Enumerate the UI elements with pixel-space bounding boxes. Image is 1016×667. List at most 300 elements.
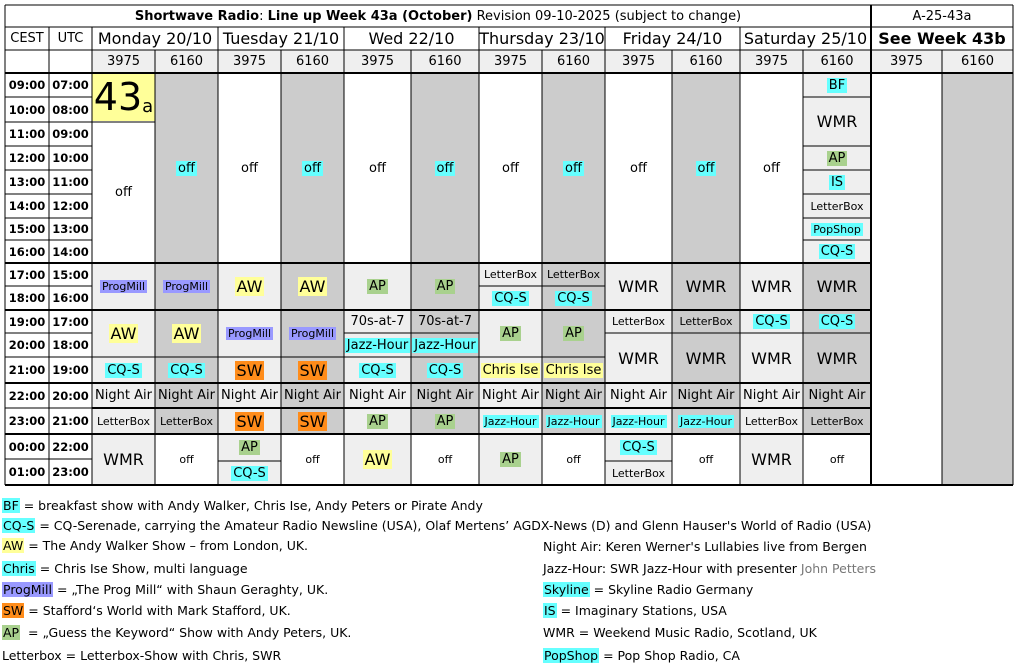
program-off: off (304, 160, 321, 176)
legend (0, 496, 1016, 667)
schedule-cell (281, 357, 344, 383)
time-utc: 11:00 (52, 175, 89, 189)
legend-skyline (543, 582, 753, 597)
program-wmr: WMR (751, 348, 792, 368)
program-wmr: WMR (618, 277, 659, 296)
schedule-cell (740, 408, 803, 434)
title-mid: Line up Week 43a (October) (267, 8, 473, 24)
program-letterbox: LetterBox (810, 414, 864, 428)
program-night: Night Air (677, 388, 735, 403)
schedule-cell (411, 434, 479, 485)
schedule-cell (411, 73, 479, 263)
schedule-cell (740, 333, 803, 383)
time-utc: 16:00 (52, 291, 89, 305)
schedule-cell (344, 434, 411, 485)
program-letterbox: LetterBox (483, 268, 538, 281)
legend-cqs-text: = CQ-Serenade, carrying the Amateur Radio Newsline (USA), Olaf Mertens’ AGDX-News (D) and Glenn Hauser's World of Radio (USA) (35, 518, 872, 533)
week-badge-suffix: a (142, 96, 154, 117)
program-night: Night Air (545, 388, 602, 403)
day-header: Thursday 23/10 (479, 29, 605, 48)
frequency-label: 3975 (344, 50, 411, 73)
title-cell (5, 5, 871, 27)
program-cqs: CQ-S (107, 362, 140, 378)
schedule-cell (155, 383, 218, 408)
legend-ap-text: = „Guess the Keyword“ Show with Andy Peters, UK. (20, 625, 352, 640)
legend-popshop-text: = Pop Shop Radio, CA (599, 648, 740, 663)
schedule-cell (155, 408, 218, 434)
legend-jazz (543, 561, 876, 576)
schedule-cell (411, 408, 479, 434)
legend-progmill (2, 582, 328, 597)
program-seventies: 70s-at-7 (350, 314, 405, 329)
legend-aw-key: AW (3, 538, 24, 553)
schedule-cell (344, 310, 411, 333)
time-cest: 19:00 (8, 314, 46, 329)
schedule-cell (542, 73, 605, 263)
program-letterbox: LetterBox (611, 466, 666, 480)
schedule-cell (344, 263, 411, 310)
program-night: Night Air (610, 388, 667, 403)
schedule-cell (479, 357, 542, 383)
week-badge-cell (92, 73, 155, 121)
frequency-label: 6160 (155, 50, 218, 73)
schedule-cell (803, 408, 871, 434)
schedule-cell (803, 310, 871, 333)
program-wmr: WMR (751, 277, 792, 296)
day-header: Wed 22/10 (368, 29, 455, 48)
schedule-cell (281, 383, 344, 408)
legend-night: Night Air: Keren Werner's Lullabies live from Bergen (543, 539, 867, 554)
program-wmr: WMR (751, 450, 792, 469)
schedule-cell (542, 310, 605, 357)
schedule-cell (479, 263, 542, 286)
program-chris: Chris Ise (545, 362, 602, 378)
legend-letterbox: Letterbox = Letterbox-Show with Chris, SWR (2, 648, 282, 663)
program-night: Night Air (416, 388, 474, 403)
legend-chris (2, 561, 248, 576)
program-off: off (436, 160, 454, 176)
legend-is-text: = Imaginary Stations, USA (556, 603, 727, 618)
frequency-label: 6160 (942, 50, 1013, 73)
schedule-cell (92, 434, 155, 485)
program-night: Night Air (95, 388, 152, 403)
schedule-cell (155, 310, 218, 357)
schedule-cell (605, 434, 672, 461)
schedule-cell (740, 434, 803, 485)
program-cqs: CQ-S (428, 362, 462, 378)
program-sw: SW (299, 411, 326, 431)
schedule-cell (92, 408, 155, 434)
schedule-cell (803, 170, 871, 194)
schedule-cell (155, 434, 218, 485)
schedule-cell (344, 333, 411, 357)
program-aw: AW (364, 450, 391, 469)
frequency-label: 6160 (672, 50, 740, 73)
schedule-cell (155, 357, 218, 383)
program-letterbox: LetterBox (744, 414, 799, 428)
time-utc: 17:00 (52, 314, 89, 329)
program-wmr: WMR (816, 348, 858, 368)
program-cqs: CQ-S (755, 314, 788, 329)
schedule-cell (740, 383, 803, 408)
schedule-cell (218, 408, 281, 434)
schedule-cell (344, 73, 411, 263)
program-sw: SW (236, 411, 263, 431)
schedule-cell (218, 434, 281, 461)
frequency-label: 6160 (803, 50, 871, 73)
program-jazz: Jazz-Hour (484, 414, 537, 428)
schedule-cell (740, 310, 803, 333)
program-cqs: CQ-S (622, 440, 655, 455)
schedule-cell (479, 310, 542, 357)
legend-chris-key: Chris (3, 561, 35, 576)
legend-progmill-text: = „The Prog Mill“ with Shaun Geraghty, UK. (52, 582, 329, 597)
program-off: off (241, 160, 258, 176)
schedule-cell (803, 434, 871, 485)
schedule-cell (672, 383, 740, 408)
day-header: Monday 20/10 (97, 29, 213, 48)
time-utc: 08:00 (52, 102, 89, 117)
time-cest: 23:00 (8, 414, 46, 428)
program-progmill: ProgMill (227, 327, 272, 340)
schedule-cell (803, 73, 871, 97)
legend-popshop-key: PopShop (544, 648, 599, 663)
program-progmill: ProgMill (164, 280, 209, 293)
program-cqs: CQ-S (820, 244, 854, 259)
legend-aw-text: = The Andy Walker Show – from London, UK. (24, 538, 309, 553)
program-ap: AP (436, 279, 454, 294)
program-wmr: WMR (685, 348, 727, 368)
program-off: off (115, 185, 132, 200)
schedule-cell (605, 408, 672, 434)
program-ap: AP (436, 413, 454, 429)
schedule-cell (605, 310, 672, 333)
time-utc: 09:00 (52, 127, 89, 141)
program-letterbox: LetterBox (546, 268, 601, 281)
schedule-cell (803, 263, 871, 310)
week43b-3975 (871, 73, 942, 485)
program-night: Night Air (743, 388, 800, 403)
freq-blank-utc (49, 50, 92, 73)
schedule-cell (281, 310, 344, 357)
schedule-cell (605, 383, 672, 408)
program-letterbox: LetterBox (159, 414, 214, 428)
time-utc: 23:00 (52, 465, 89, 479)
schedule-cell (92, 383, 155, 408)
legend-jazz-text: Jazz-Hour: SWR Jazz-Hour with presenter (543, 561, 801, 576)
schedule-cell (803, 97, 871, 146)
page-title (135, 9, 741, 24)
program-off: off (566, 453, 581, 466)
program-night: Night Air (284, 388, 341, 403)
legend-bf-key: BF (3, 498, 19, 513)
schedule-cell (281, 73, 344, 263)
schedule-cell (542, 263, 605, 286)
program-night: Night Air (349, 388, 406, 403)
schedule-cell (92, 310, 155, 357)
program-aw: AW (173, 324, 200, 343)
program-ap: AP (241, 440, 258, 455)
program-off: off (179, 453, 194, 466)
schedule-cell (542, 286, 605, 310)
program-wmr: WMR (816, 112, 858, 131)
program-night: Night Air (482, 388, 539, 403)
time-cest: 15:00 (8, 222, 46, 236)
program-ap: AP (828, 150, 846, 166)
legend-wmr: WMR = Weekend Music Radio, Scotland, UK (543, 625, 817, 640)
legend-is-key: IS (544, 603, 556, 618)
legend-ap-key: AP (3, 625, 20, 640)
time-utc: 18:00 (52, 338, 89, 352)
schedule-cell (411, 263, 479, 310)
schedule-cell (803, 240, 871, 263)
program-letterbox: LetterBox (96, 414, 151, 428)
program-progmill: ProgMill (101, 280, 146, 293)
legend-cqs-key: CQ-S (3, 518, 35, 533)
schedule-cell (218, 73, 281, 263)
schedule-cell (605, 461, 672, 485)
time-cest: 10:00 (8, 102, 46, 117)
time-utc: 22:00 (52, 439, 89, 454)
time-cest: 01:00 (8, 465, 46, 479)
time-cest: 14:00 (8, 199, 46, 213)
schedule-cell (672, 408, 740, 434)
program-ap: AP (369, 413, 386, 429)
legend-aw (2, 538, 308, 553)
program-cqs: CQ-S (820, 314, 854, 329)
schedule-cell (344, 383, 411, 408)
program-jazz: Jazz-Hour (346, 337, 409, 353)
schedule-cell (218, 310, 281, 357)
title-rest: Revision 09-10-2025 (subject to change) (472, 8, 742, 24)
schedule-cell (479, 408, 542, 434)
legend-cqs (2, 518, 871, 533)
schedule-cell (672, 310, 740, 333)
program-wmr: WMR (103, 450, 144, 469)
see-week-link[interactable]: See Week 43b (878, 29, 1006, 48)
program-is: IS (830, 174, 844, 190)
schedule-cell (542, 408, 605, 434)
schedule-cell (92, 263, 155, 310)
program-progmill: ProgMill (290, 327, 335, 340)
time-cest: 11:00 (8, 127, 46, 141)
schedule-cell (344, 408, 411, 434)
frequency-label: 3975 (740, 50, 803, 73)
schedule-cell (479, 73, 542, 263)
schedule-cell (411, 383, 479, 408)
legend-sw-key: SW (3, 603, 24, 618)
time-utc: 14:00 (52, 244, 89, 259)
frequency-label: 6160 (411, 50, 479, 73)
time-utc: 21:00 (52, 414, 89, 428)
program-letterbox: LetterBox (679, 315, 733, 328)
program-letterbox: LetterBox (810, 199, 864, 213)
time-cest: 18:00 (8, 291, 46, 305)
schedule-cell (344, 357, 411, 383)
revision-code: A-25-43a (912, 8, 972, 24)
program-off: off (305, 453, 320, 466)
schedule-cell (740, 73, 803, 263)
legend-skyline-text: = Skyline Radio Germany (589, 582, 754, 597)
program-off: off (565, 160, 582, 176)
legend-jazz-presenter: John Petters (800, 561, 876, 576)
program-ap: AP (502, 326, 519, 341)
program-off: off (763, 160, 780, 176)
time-cest: 20:00 (8, 338, 46, 352)
program-wmr: WMR (685, 277, 727, 296)
schedule-cell (542, 383, 605, 408)
time-utc: 12:00 (52, 199, 89, 213)
program-sw: SW (236, 360, 263, 380)
schedule-cell (672, 434, 740, 485)
day-header: Tuesday 21/10 (222, 29, 340, 48)
schedule-cell (605, 73, 672, 263)
program-jazz: Jazz-Hour (680, 414, 732, 428)
schedule-cell (281, 263, 344, 310)
program-aw: AW (110, 324, 137, 343)
program-night: Night Air (221, 388, 278, 403)
time-utc: 10:00 (52, 151, 89, 165)
schedule-cell (672, 73, 740, 263)
program-off: off (698, 453, 714, 466)
time-cest: 21:00 (8, 363, 46, 377)
schedule-cell (672, 263, 740, 310)
time-cest: 17:00 (8, 267, 46, 282)
schedule-cell (218, 461, 281, 485)
schedule-cell (605, 333, 672, 383)
week43b-6160 (942, 73, 1013, 485)
frequency-label: 3975 (605, 50, 672, 73)
schedule-cell (92, 122, 155, 263)
freq-blank-cest (5, 50, 49, 73)
schedule-cell (281, 434, 344, 485)
schedule-cell (479, 383, 542, 408)
program-off: off (178, 160, 195, 176)
program-night: Night Air (808, 388, 866, 403)
program-off: off (630, 160, 647, 176)
legend-bf-text: = breakfast show with Andy Walker, Chris Ise, Andy Peters or Pirate Andy (19, 498, 483, 513)
time-cest: 16:00 (8, 244, 46, 259)
program-off: off (437, 453, 453, 466)
schedule-cell (155, 263, 218, 310)
time-utc: 20:00 (52, 388, 89, 403)
program-cqs: CQ-S (170, 362, 203, 378)
program-off: off (829, 453, 845, 466)
schedule-cell (479, 434, 542, 485)
time-utc: 07:00 (52, 78, 89, 92)
frequency-label: 6160 (542, 50, 605, 73)
time-cest: 00:00 (8, 439, 46, 454)
frequency-label: 3975 (92, 50, 155, 73)
schedule-cell (479, 286, 542, 310)
program-off: off (697, 160, 715, 176)
legend-skyline-key: Skyline (544, 582, 589, 597)
program-letterbox: LetterBox (611, 315, 666, 328)
program-ap: AP (502, 452, 519, 467)
program-aw: AW (299, 277, 326, 296)
week-badge-number: 43 (93, 75, 143, 119)
program-sw: SW (299, 360, 326, 380)
schedule-cell (218, 357, 281, 383)
legend-progmill-key: ProgMill (3, 582, 52, 597)
time-cest: 12:00 (8, 151, 46, 165)
program-off: off (502, 160, 519, 176)
program-ap: AP (565, 326, 582, 341)
schedule-cell (605, 263, 672, 310)
time-cest: 22:00 (8, 388, 46, 403)
program-jazz: Jazz-Hour (612, 414, 665, 428)
schedule-cell (672, 333, 740, 383)
schedule-cell (803, 194, 871, 218)
schedule-cell (542, 357, 605, 383)
schedule-cell (411, 357, 479, 383)
day-header: Saturday 25/10 (743, 29, 868, 48)
frequency-label: 3975 (218, 50, 281, 73)
title-colon: : (259, 8, 268, 24)
legend-chris-text: = Chris Ise Show, multi language (35, 561, 248, 576)
program-aw: AW (236, 277, 263, 296)
schedule-cell (218, 263, 281, 310)
col-utc: UTC (57, 31, 84, 46)
time-utc: 15:00 (52, 267, 89, 282)
day-header: Friday 24/10 (622, 29, 723, 48)
schedule-cell (542, 434, 605, 485)
schedule-cell (740, 263, 803, 310)
schedule-cell (155, 73, 218, 263)
legend-bf (2, 498, 483, 513)
frequency-label: 3975 (479, 50, 542, 73)
legend-sw (2, 603, 291, 618)
program-seventies: 70s-at-7 (417, 314, 473, 329)
frequency-label: 3975 (871, 50, 942, 73)
schedule-cell (803, 333, 871, 383)
frequency-label: 6160 (281, 50, 344, 73)
schedule-cell (411, 310, 479, 333)
schedule-cell (803, 218, 871, 240)
legend-ap (2, 625, 351, 640)
schedule-cell (92, 357, 155, 383)
schedule-cell (803, 383, 871, 408)
title-bold: Shortwave Radio (134, 8, 260, 24)
legend-sw-text: = Stafford‘s World with Mark Stafford, UK. (24, 603, 291, 618)
program-off: off (369, 160, 386, 176)
time-cest: 13:00 (8, 175, 46, 189)
program-ap: AP (369, 279, 386, 294)
program-night: Night Air (158, 388, 215, 403)
program-chris: Chris Ise (482, 362, 539, 378)
time-utc: 13:00 (52, 222, 89, 236)
program-cqs: CQ-S (361, 362, 394, 378)
schedule-cell (281, 408, 344, 434)
program-bf: BF (828, 77, 846, 93)
legend-is (543, 603, 727, 618)
time-cest: 09:00 (8, 78, 46, 92)
program-wmr: WMR (618, 348, 659, 368)
program-jazz: Jazz-Hour (547, 414, 600, 428)
schedule-cell (803, 146, 871, 170)
legend-popshop (543, 648, 740, 663)
program-popshop: PopShop (813, 222, 861, 236)
program-cqs: CQ-S (233, 465, 266, 481)
program-wmr: WMR (816, 277, 858, 296)
program-cqs: CQ-S (494, 290, 527, 306)
program-cqs: CQ-S (557, 290, 590, 306)
schedule-cell (218, 383, 281, 408)
col-cest: CEST (10, 31, 44, 46)
schedule-cell (411, 333, 479, 357)
week-badge (94, 75, 153, 119)
time-utc: 19:00 (52, 363, 89, 377)
